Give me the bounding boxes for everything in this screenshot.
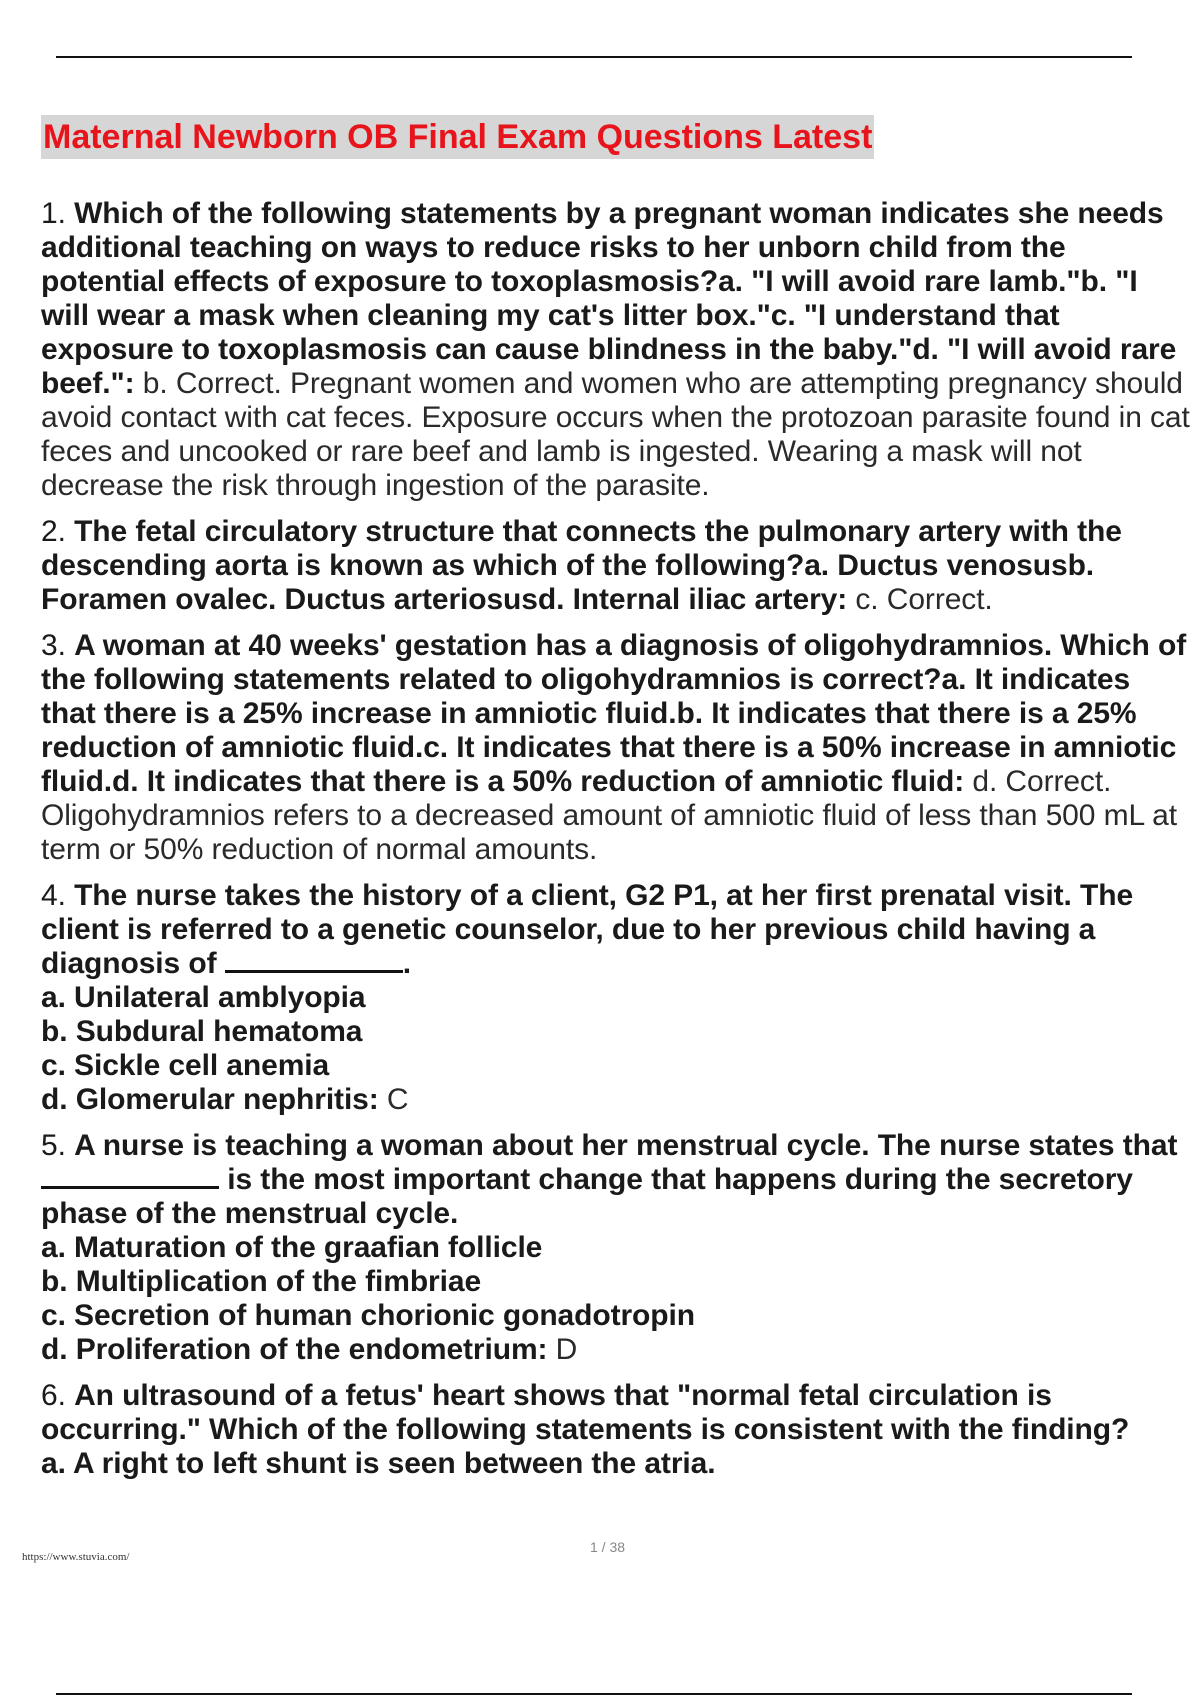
footer-url: https://www.stuvia.com/ (22, 1551, 130, 1563)
question-answer: d. Correct. Oligohydramnios refers to a decreased amount of amniotic fluid of less than 500 mL at term or 50% reduction of normal amounts. (41, 765, 1177, 866)
question-text: An ultrasound of a fetus' heart shows that "normal fetal circulation is occurring." Which of the following statements is consistent with the finding? (41, 1379, 1130, 1446)
option-a: a. Maturation of the graafian follicle (41, 1231, 543, 1264)
option-c: c. Secretion of human chorionic gonadotropin (41, 1299, 695, 1332)
document-title: Maternal Newborn OB Final Exam Questions Latest (41, 115, 874, 159)
question-number: 3. (41, 629, 66, 662)
document-body (41, 115, 1191, 1493)
option-b: b. Subdural hematoma (41, 1015, 363, 1048)
bottom-rule (56, 1693, 1132, 1695)
page-indicator: 1 / 38 (590, 1539, 626, 1555)
option-d: d. Glomerular nephritis: (41, 1083, 379, 1116)
question-answer: D (555, 1333, 578, 1366)
question-text: A woman at 40 weeks' gestation has a diagnosis of oligohydramnios. Which of the following statements related to oligohydramnios is correct?a. It indicates that there is a 25% increase in amniotic fluid.b. It indicates that there is a 25% reduction of amniotic fluid.c. It indicates that there is a 50% increase in amniotic fluid.d. It indicates that there is a 50% reduction of amniotic fluid: (41, 629, 1187, 798)
question-number: 4. (41, 879, 66, 912)
question-answer: C (386, 1083, 409, 1116)
question-text: Which of the following statements by a pregnant woman indicates she needs additional teaching on ways to reduce risks to her unborn child from the potential effects of exposure to toxoplasmosis?a. "I will avoid rare lamb."b. "I will wear a mask when cleaning my cat's litter box."c. "I understand that exposure to toxoplasmosis can cause blindness in the baby."d. "I will avoid rare beef.": (41, 197, 1177, 400)
option-a: a. Unilateral amblyopia (41, 981, 366, 1014)
option-d-line (41, 1333, 1191, 1367)
question-text: A nurse is teaching a woman about her menstrual cycle. The nurse states that (74, 1129, 1178, 1162)
question-number: 1. (41, 197, 66, 230)
fill-in-blank (41, 1164, 219, 1189)
question-answer: b. Correct. Pregnant women and women who are attempting pregnancy should avoid contact with cat feces. Exposure occurs when the protozoan parasite found in cat feces and uncooked or rare beef and lamb is ingested. Wearing a mask will not decrease the risk through ingestion of the parasite. (41, 367, 1190, 502)
question-answer: c. Correct. (855, 583, 993, 616)
question-text: The fetal circulatory structure that connects the pulmonary artery with the descending aorta is known as which of the following?a. Ductus venosusb. Foramen ovalec. Ductus arteriosusd. Internal iliac artery: (41, 515, 1122, 616)
top-rule (56, 56, 1132, 58)
question-number: 6. (41, 1379, 66, 1412)
question-5 (41, 1129, 1191, 1367)
question-6 (41, 1379, 1191, 1481)
question-number: 2. (41, 515, 66, 548)
question-text-end: . (402, 947, 411, 980)
option-c: c. Sickle cell anemia (41, 1049, 330, 1082)
question-2 (41, 515, 1191, 617)
option-d-line (41, 1083, 1191, 1117)
fill-in-blank (225, 948, 403, 973)
question-text-end: is the most important change that happens during the secretory phase of the menstrual cycle. (41, 1163, 1133, 1230)
question-number: 5. (41, 1129, 66, 1162)
question-3 (41, 629, 1191, 867)
question-1 (41, 197, 1191, 503)
option-a: a. A right to left shunt is seen between the atria. (41, 1447, 716, 1480)
question-4 (41, 879, 1191, 1117)
question-text: The nurse takes the history of a client, G2 P1, at her first prenatal visit. The client is referred to a genetic counselor, due to her previous child having a diagnosis of (41, 879, 1134, 980)
option-b: b. Multiplication of the fimbriae (41, 1265, 482, 1298)
option-d: d. Proliferation of the endometrium: (41, 1333, 548, 1366)
